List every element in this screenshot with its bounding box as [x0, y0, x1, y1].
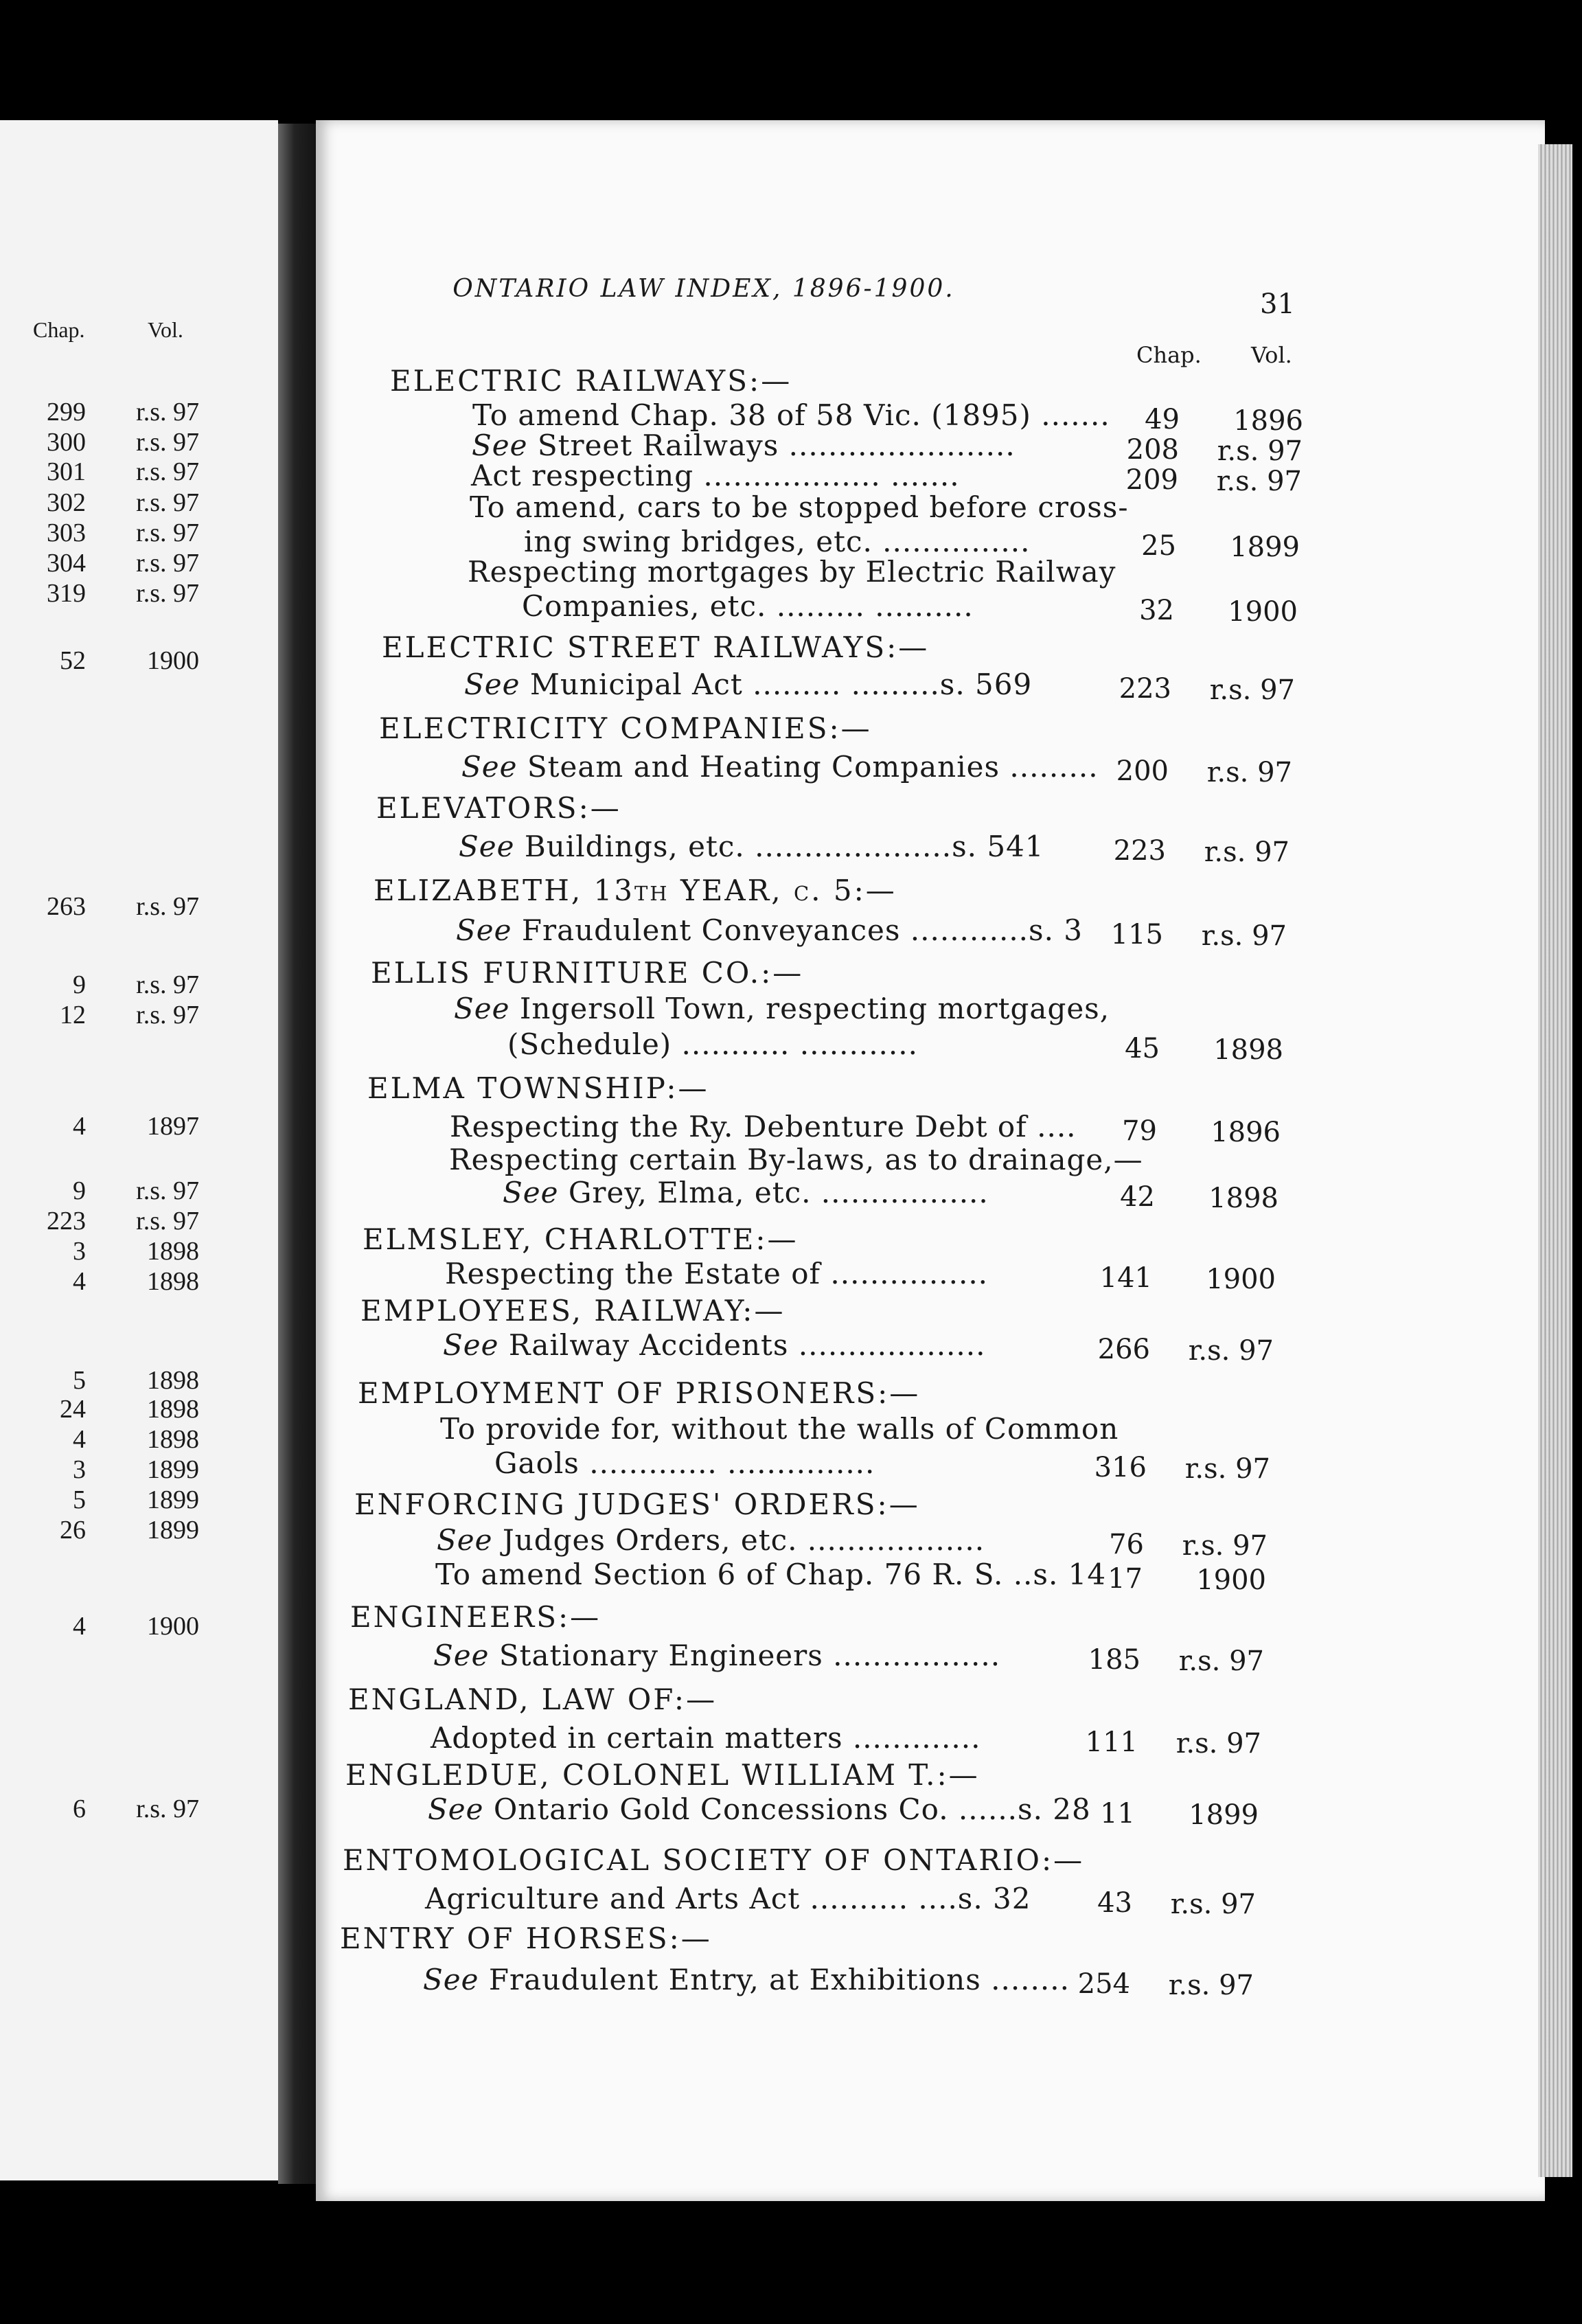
entry-chap: 25 [1141, 530, 1176, 562]
index-subentry [423, 1963, 1070, 1996]
entry-chap: 316 [1094, 1452, 1147, 1483]
left-row-chap: 301 [47, 457, 86, 486]
left-row-chap: 4 [73, 1267, 86, 1296]
index-heading [390, 364, 792, 398]
see-reference: See [456, 913, 522, 947]
entry-text: ELECTRIC STREET RAILWAYS:— [382, 630, 930, 664]
entry-vol: 1898 [1208, 1183, 1279, 1214]
index-heading [382, 630, 929, 664]
left-row-vol: r.s. 97 [136, 1001, 199, 1029]
entry-text: Judges Orders, etc. .................. [502, 1523, 985, 1557]
index-heading [371, 956, 803, 990]
left-row-vol: 1898 [147, 1395, 199, 1424]
entry-text: ENGLAND, LAW OF:— [348, 1683, 718, 1716]
entry-vol: r.s. 97 [1168, 1970, 1254, 2001]
left-row-chap: 319 [47, 579, 86, 608]
entry-text: ENGLEDUE, COLONEL WILLIAM T.:— [345, 1758, 980, 1792]
left-row-vol: r.s. 97 [136, 1207, 199, 1235]
left-row-chap: 5 [73, 1485, 86, 1514]
entry-chap: 223 [1119, 673, 1171, 705]
entry-chap: 111 [1085, 1727, 1138, 1758]
left-row-vol: r.s. 97 [136, 970, 199, 999]
entry-vol: r.s. 97 [1182, 1530, 1268, 1562]
entry-vol: r.s. 97 [1178, 1645, 1264, 1677]
left-col-chap-header: Chap. [33, 317, 85, 342]
entry-vol: r.s. 97 [1176, 1728, 1261, 1759]
left-row-chap: 4 [73, 1425, 86, 1454]
index-heading [363, 1222, 799, 1256]
entry-text: Stationary Engineers ................. [498, 1639, 1001, 1672]
entry-text: Respecting mortgages by Electric Railway [468, 555, 1116, 589]
index-heading [354, 1488, 920, 1521]
index-subentry [450, 1110, 1077, 1143]
index-subentry [468, 555, 1116, 589]
entry-vol: r.s. 97 [1217, 435, 1303, 467]
left-row-chap: 6 [73, 1795, 86, 1823]
left-row-chap: 302 [47, 488, 86, 517]
left-row-chap: 299 [47, 398, 86, 426]
index-subentry [449, 1143, 1143, 1176]
see-reference: See [472, 429, 538, 462]
left-row-vol: r.s. 97 [136, 398, 199, 426]
entry-chap: 11 [1100, 1798, 1135, 1830]
left-row-vol: 1897 [147, 1112, 199, 1141]
index-subentry [472, 398, 1110, 432]
entry-text: EMPLOYEES, RAILWAY:— [360, 1294, 786, 1328]
entry-chap: 223 [1113, 835, 1166, 867]
left-row-chap: 9 [73, 1176, 86, 1205]
left-row-chap: 5 [73, 1366, 86, 1395]
index-heading [343, 1843, 1084, 1877]
left-row-chap: 300 [47, 428, 86, 457]
index-heading [367, 1071, 709, 1105]
left-row-chap: 52 [60, 646, 86, 675]
left-row-vol: 1899 [147, 1455, 199, 1484]
entry-vol: 1900 [1196, 1564, 1266, 1596]
index-heading [374, 874, 897, 907]
see-reference: See [428, 1792, 494, 1826]
entry-chap: 32 [1139, 595, 1174, 626]
see-reference: See [503, 1176, 569, 1209]
entry-chap: 185 [1088, 1644, 1140, 1676]
left-row-chap: 303 [47, 519, 86, 547]
see-reference: See [454, 992, 520, 1025]
index-subentry [464, 668, 1032, 701]
see-reference: See [464, 668, 530, 701]
entry-vol: r.s. 97 [1188, 1335, 1274, 1367]
left-row-chap: 9 [73, 970, 86, 999]
entry-text: Act respecting .................. ....... [471, 459, 960, 492]
index-subentry [470, 490, 1129, 524]
entry-text: ELMA TOWNSHIP:— [367, 1071, 709, 1105]
left-row-vol: r.s. 97 [136, 488, 199, 517]
entry-vol: 1896 [1211, 1117, 1281, 1148]
right-col-chap-header: Chap. [1136, 342, 1202, 368]
entry-vol: r.s. 97 [1216, 466, 1302, 497]
index-heading [345, 1758, 980, 1792]
left-row-chap: 263 [47, 892, 86, 921]
index-heading [358, 1376, 920, 1410]
left-row-chap: 3 [73, 1455, 86, 1484]
index-subentry [433, 1639, 1000, 1672]
left-row-chap: 26 [60, 1516, 86, 1545]
index-heading [350, 1600, 601, 1634]
entry-chap: 42 [1120, 1181, 1155, 1213]
index-heading [340, 1922, 712, 1955]
entry-text: Grey, Elma, etc. ................. [568, 1176, 989, 1209]
page-edge [1538, 144, 1572, 2177]
entry-chap: 115 [1110, 919, 1163, 950]
entry-text: ENTRY OF HORSES:— [340, 1922, 712, 1955]
see-reference: See [437, 1523, 503, 1557]
entry-vol: r.s. 97 [1206, 757, 1292, 788]
see-reference: See [433, 1639, 499, 1672]
right-col-vol-header: Vol. [1251, 342, 1292, 368]
entry-chap: 266 [1097, 1334, 1150, 1365]
entry-vol: 1899 [1230, 532, 1300, 563]
entry-chap: 208 [1126, 434, 1179, 466]
left-row-vol: r.s. 97 [136, 1176, 199, 1205]
entry-text: Respecting certain By-laws, as to drainage,— [449, 1143, 1143, 1176]
entry-chap: 209 [1125, 464, 1178, 496]
left-row-chap: 4 [73, 1612, 86, 1641]
entry-vol: r.s. 97 [1170, 1889, 1256, 1920]
left-row-vol: r.s. 97 [136, 428, 199, 457]
index-subentry [425, 1882, 1031, 1915]
see-reference: See [423, 1963, 489, 1996]
entry-text: ELMSLEY, CHARLOTTE:— [363, 1222, 799, 1256]
entry-text: Ontario Gold Concessions Co. ......s. 28 [493, 1792, 1091, 1826]
entry-text: Agriculture and Arts Act .......... ....s. 32 [425, 1882, 1031, 1915]
index-subentry [503, 1176, 989, 1209]
index-subentry [456, 913, 1083, 947]
index-heading [348, 1683, 717, 1716]
index-subentry [524, 525, 1030, 558]
entry-chap: 76 [1109, 1529, 1144, 1560]
book-gutter [278, 124, 319, 2184]
entry-vol: r.s. 97 [1204, 836, 1289, 868]
index-subentry [454, 992, 1110, 1025]
entry-text: Steam and Heating Companies ......... [527, 750, 1099, 784]
left-row-vol: 1899 [147, 1485, 199, 1514]
left-row-vol: r.s. 97 [136, 579, 199, 608]
index-heading [376, 791, 621, 825]
entry-text: To amend Section 6 of Chap. 76 R. S. ..s. 14 [435, 1558, 1107, 1591]
entry-text: ENTOMOLOGICAL SOCIETY OF ONTARIO:— [343, 1843, 1085, 1877]
entry-text: Fraudulent Entry, at Exhibitions ........ [488, 1963, 1070, 1996]
index-subentry [472, 429, 1016, 462]
entry-vol: r.s. 97 [1209, 674, 1295, 706]
left-row-chap: 3 [73, 1237, 86, 1266]
index-subentry [431, 1721, 981, 1755]
index-subentry [428, 1792, 1091, 1826]
entry-chap: 45 [1125, 1033, 1160, 1064]
left-row-vol: 1898 [147, 1425, 199, 1454]
entry-text: Companies, etc. ......... .......... [522, 589, 974, 623]
see-reference: See [443, 1328, 509, 1362]
index-subentry [507, 1027, 918, 1061]
entry-text: Gaols ............. ............... [494, 1446, 875, 1480]
entry-text: EMPLOYMENT OF PRISONERS:— [358, 1376, 921, 1410]
entry-chap: 141 [1099, 1262, 1152, 1294]
entry-text: Street Railways ....................... [537, 429, 1016, 462]
see-reference: See [459, 830, 525, 863]
index-subentry [435, 1558, 1106, 1591]
entry-vol: r.s. 97 [1184, 1453, 1270, 1485]
entry-vol: 1900 [1228, 596, 1298, 628]
running-head: ONTARIO LAW INDEX, 1896-1900. [452, 275, 955, 303]
entry-text: Buildings, etc. ....................s. 541 [524, 830, 1044, 863]
entry-text: ELIZABETH, 13th YEAR, c. 5:— [374, 874, 897, 907]
index-subentry [459, 830, 1044, 863]
entry-text: Adopted in certain matters ............. [431, 1721, 981, 1755]
left-row-vol: 1899 [147, 1516, 199, 1545]
index-subentry [522, 589, 974, 623]
entry-text: Railway Accidents ................... [508, 1328, 986, 1362]
left-row-vol: r.s. 97 [136, 519, 199, 547]
left-row-vol: 1898 [147, 1267, 199, 1296]
entry-text: (Schedule) ........... ............ [507, 1027, 918, 1061]
entry-text: ENGINEERS:— [350, 1600, 601, 1634]
left-row-vol: r.s. 97 [136, 1795, 199, 1823]
entry-chap: 200 [1116, 755, 1169, 787]
entry-vol: 1898 [1213, 1034, 1283, 1066]
entry-text: ELLIS FURNITURE CO.:— [371, 956, 804, 990]
entry-vol: 1900 [1206, 1264, 1276, 1295]
index-heading [360, 1294, 785, 1328]
entry-chap: 79 [1122, 1115, 1157, 1147]
entry-text: ing swing bridges, etc. ............... [524, 525, 1031, 558]
left-row-chap: 12 [60, 1001, 86, 1029]
entry-chap: 43 [1097, 1887, 1132, 1919]
entry-text: To provide for, without the walls of Common [440, 1412, 1119, 1446]
entry-text: Municipal Act ......... .........s. 569 [529, 668, 1033, 701]
left-row-chap: 304 [47, 549, 86, 578]
index-subentry [443, 1328, 985, 1362]
entry-text: Respecting the Estate of ................ [445, 1257, 989, 1290]
index-subentry [437, 1523, 985, 1557]
left-row-vol: r.s. 97 [136, 549, 199, 578]
index-subentry [440, 1412, 1119, 1446]
index-subentry [461, 750, 1099, 784]
left-row-vol: 1898 [147, 1237, 199, 1266]
index-subentry [494, 1446, 875, 1480]
entry-vol: 1899 [1189, 1799, 1259, 1831]
entry-chap: 49 [1145, 404, 1180, 435]
left-row-chap: 24 [60, 1395, 86, 1424]
index-heading [379, 711, 872, 745]
entry-text: ENFORCING JUDGES' ORDERS:— [354, 1488, 920, 1521]
left-row-chap: 4 [73, 1112, 86, 1141]
left-col-vol-header: Vol. [148, 317, 183, 342]
left-row-chap: 223 [47, 1207, 86, 1235]
left-row-vol: r.s. 97 [136, 457, 199, 486]
entry-chap: 17 [1108, 1563, 1143, 1595]
entry-vol: r.s. 97 [1201, 920, 1287, 952]
left-row-vol: 1900 [147, 646, 199, 675]
entry-chap: 254 [1077, 1968, 1130, 2000]
see-reference: See [461, 750, 527, 784]
entry-text: ELEVATORS:— [376, 791, 621, 825]
index-subentry [471, 459, 960, 492]
index-subentry [445, 1257, 988, 1290]
entry-text: To amend Chap. 38 of 58 Vic. (1895) ....... [472, 398, 1110, 432]
entry-text: Ingersoll Town, respecting mortgages, [519, 992, 1110, 1025]
entry-text: Fraudulent Conveyances ............s. 3 [521, 913, 1083, 947]
left-row-vol: 1900 [147, 1612, 199, 1641]
entry-text: ELECTRICITY COMPANIES:— [379, 711, 872, 745]
left-row-vol: r.s. 97 [136, 892, 199, 921]
entry-vol: 1896 [1233, 405, 1303, 437]
entry-text: ELECTRIC RAILWAYS:— [390, 364, 792, 398]
page-number: 31 [1260, 288, 1295, 320]
entry-text: To amend, cars to be stopped before cross- [470, 490, 1129, 524]
entry-text: Respecting the Ry. Debenture Debt of .... [450, 1110, 1077, 1143]
left-row-vol: 1898 [147, 1366, 199, 1395]
